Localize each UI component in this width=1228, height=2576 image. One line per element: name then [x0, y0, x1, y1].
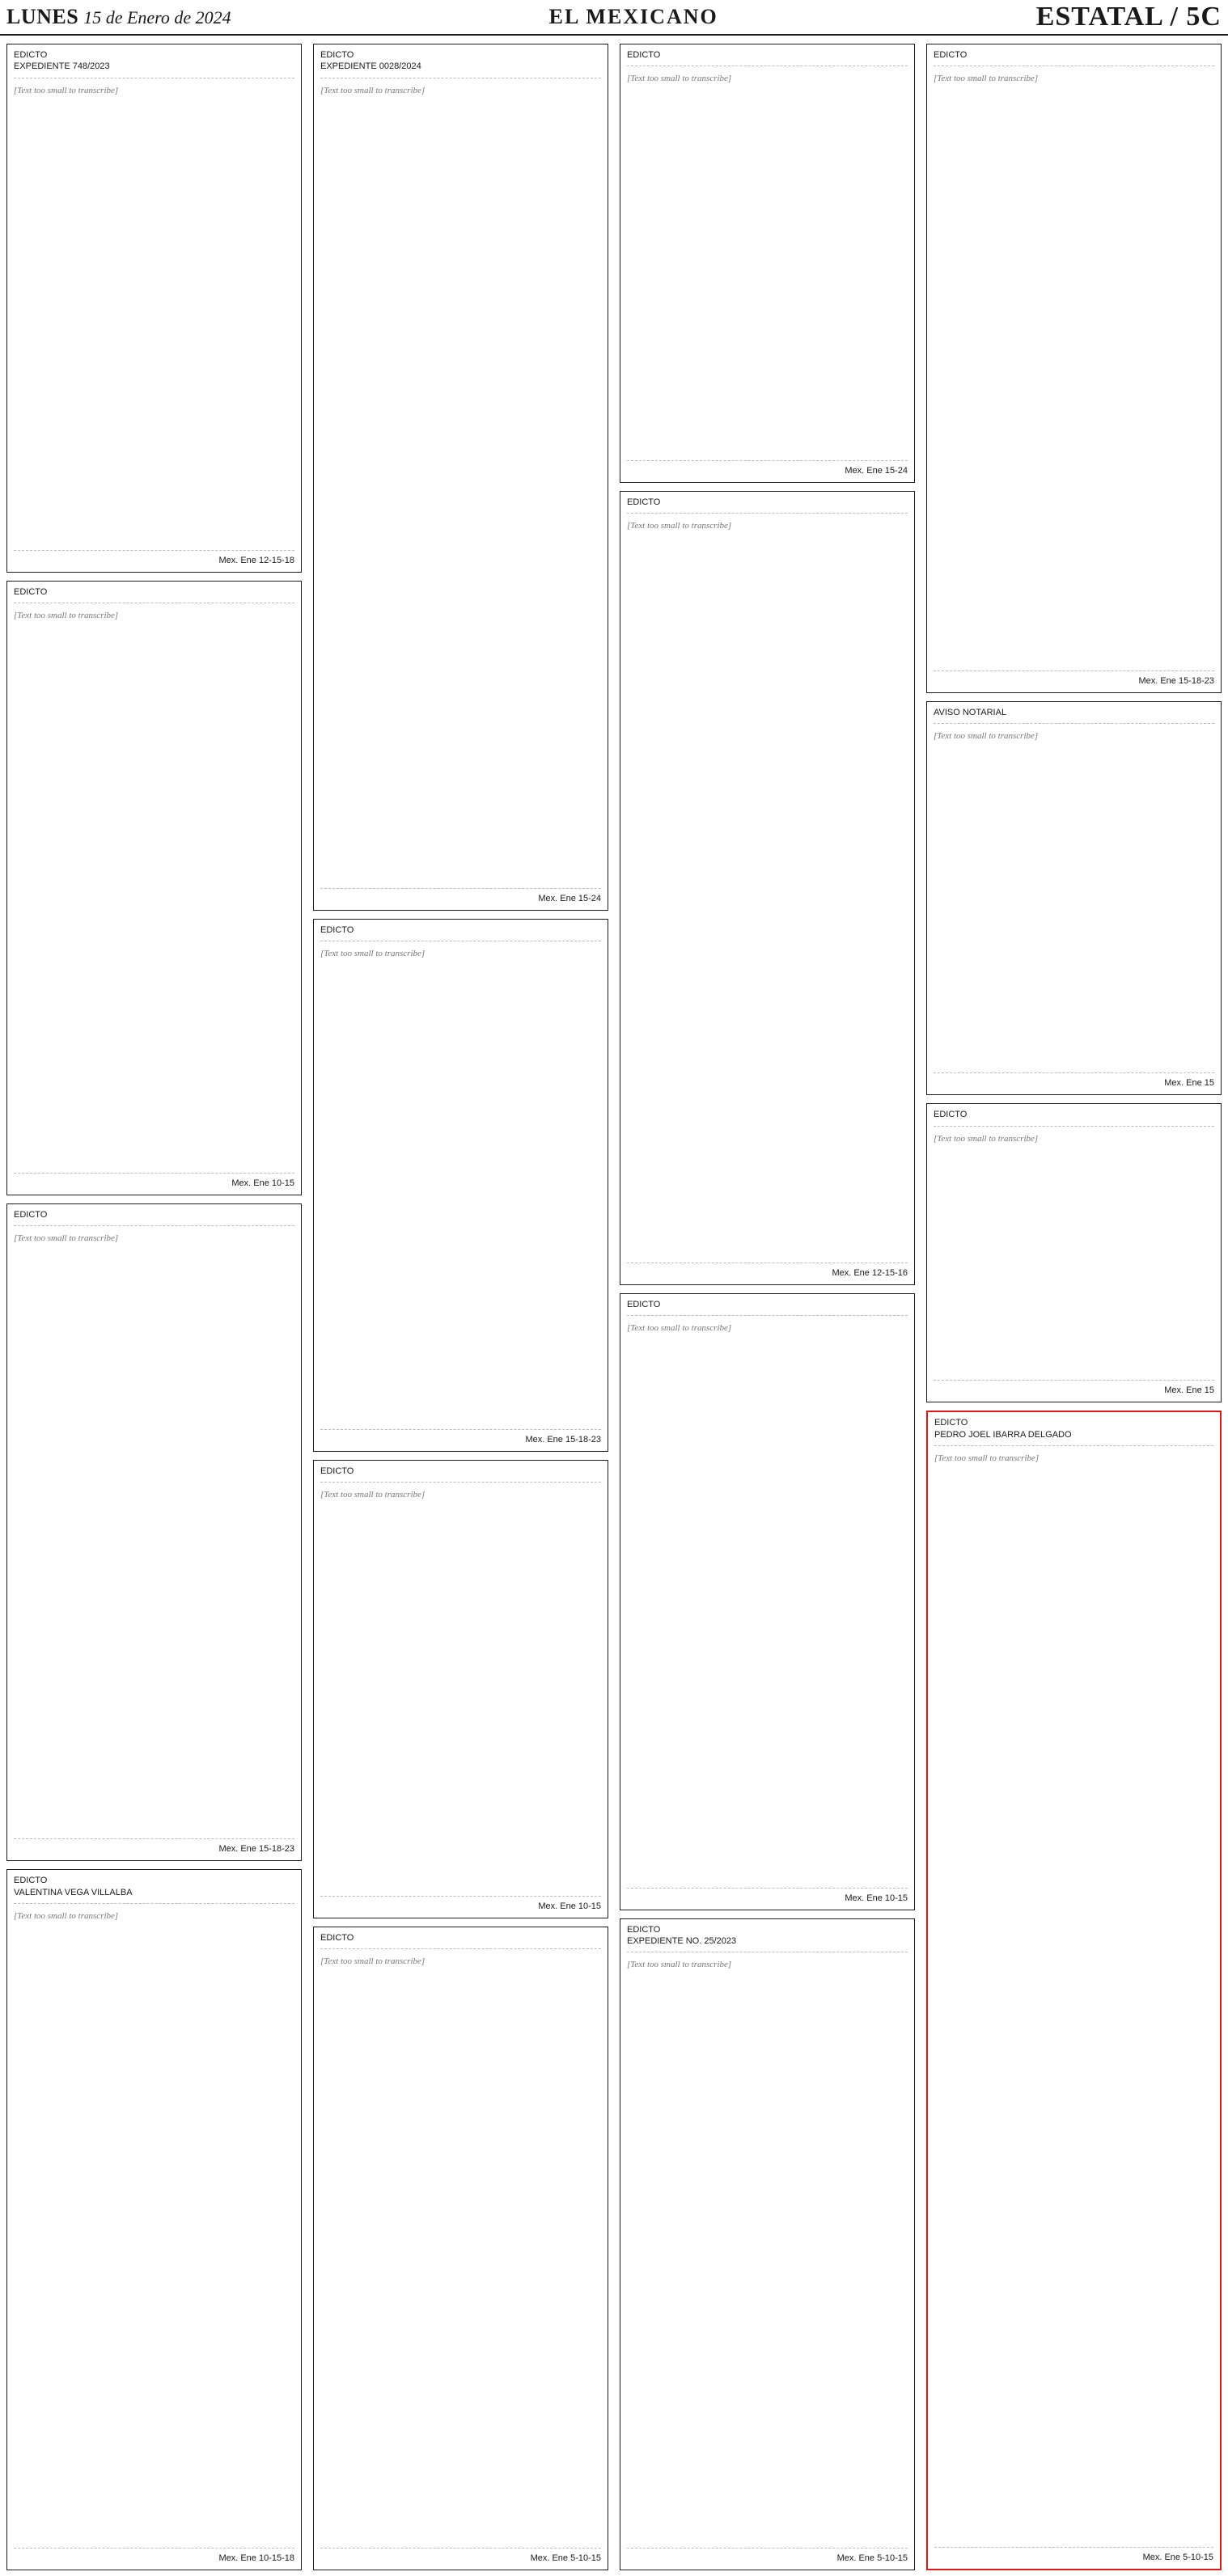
notice-heading: EDICTO	[320, 1932, 354, 1943]
notice-heading: EDICTO	[14, 1210, 48, 1220]
legal-notice	[313, 919, 608, 1452]
notice-publication-ref: Mex. Ene 15-24	[845, 465, 908, 476]
notice-body-placeholder: [Text too small to transcribe]	[320, 78, 601, 889]
notice-body-placeholder: [Text too small to transcribe]	[320, 941, 601, 1429]
notice-body-placeholder: [Text too small to transcribe]	[320, 1482, 601, 1897]
notice-body-placeholder: [Text too small to transcribe]	[627, 513, 908, 1263]
notice-heading: EDICTO EXPEDIENTE NO. 25/2023	[627, 1924, 737, 1946]
legal-notice	[620, 1918, 915, 2570]
notice-publication-ref: Mex. Ene 10-15	[231, 1178, 294, 1189]
notice-publication-ref: Mex. Ene 5-10-15	[836, 2553, 908, 2563]
notice-publication-ref: Mex. Ene 10-15	[845, 1893, 908, 1903]
notice-heading: EDICTO EXPEDIENTE 0028/2024	[320, 50, 421, 72]
notices-page	[6, 44, 1222, 2570]
notice-heading: EDICTO	[627, 1300, 661, 1310]
notice-publication-ref: Mex. Ene 15-18-23	[1138, 675, 1214, 686]
masthead-day: LUNES	[6, 5, 79, 28]
notice-body-placeholder: [Text too small to transcribe]	[934, 1445, 1213, 2548]
notice-body-placeholder: [Text too small to transcribe]	[14, 603, 294, 1174]
legal-notice	[926, 44, 1222, 693]
column-1	[6, 44, 302, 2570]
legal-notice	[6, 1869, 302, 2570]
notice-publication-ref: Mex. Ene 15	[1164, 1385, 1214, 1396]
notice-heading: EDICTO PEDRO JOEL IBARRA DELGADO	[934, 1418, 1072, 1440]
notice-heading: EDICTO EXPEDIENTE 748/2023	[14, 50, 110, 72]
notice-heading: EDICTO	[934, 1110, 968, 1120]
legal-notice	[6, 1203, 302, 1861]
notice-heading: EDICTO	[320, 924, 354, 935]
notice-body-placeholder: [Text too small to transcribe]	[14, 78, 294, 551]
legal-notice	[6, 44, 302, 573]
masthead	[0, 0, 1228, 36]
notice-publication-ref: Mex. Ene 15-24	[538, 893, 601, 903]
legal-notice	[926, 701, 1222, 1096]
notice-body-placeholder: [Text too small to transcribe]	[934, 723, 1214, 1074]
notice-publication-ref: Mex. Ene 10-15-18	[218, 2553, 294, 2563]
newspaper-name: EL MEXICANO	[548, 5, 718, 28]
legal-notice	[926, 1103, 1222, 1402]
notice-heading: EDICTO	[627, 50, 661, 60]
notice-body-placeholder: [Text too small to transcribe]	[320, 1948, 601, 2549]
notice-publication-ref: Mex. Ene 15-18-23	[218, 1844, 294, 1855]
notice-publication-ref: Mex. Ene 15-18-23	[525, 1434, 601, 1445]
notice-body-placeholder: [Text too small to transcribe]	[14, 1903, 294, 2549]
notice-body-placeholder: [Text too small to transcribe]	[627, 1315, 908, 1888]
notice-body-placeholder: [Text too small to transcribe]	[934, 1126, 1214, 1381]
column-4	[926, 44, 1222, 2570]
legal-notice	[620, 491, 915, 1285]
notice-heading: EDICTO	[14, 586, 48, 597]
legal-notice	[313, 1460, 608, 1918]
notice-heading: EDICTO	[320, 1466, 354, 1476]
legal-notice	[6, 581, 302, 1195]
notice-publication-ref: Mex. Ene 10-15	[538, 1901, 601, 1911]
masthead-date-text: 15 de Enero de 2024	[83, 7, 231, 27]
legal-notice	[313, 1927, 608, 2570]
legal-notice	[620, 1293, 915, 1910]
notice-publication-ref: Mex. Ene 5-10-15	[1142, 2553, 1213, 2562]
notice-body-placeholder: [Text too small to transcribe]	[934, 66, 1214, 670]
notice-publication-ref: Mex. Ene 12-15-18	[218, 555, 294, 565]
legal-notice	[926, 1411, 1222, 2570]
notice-body-placeholder: [Text too small to transcribe]	[627, 66, 908, 461]
legal-notice	[620, 44, 915, 483]
column-3	[620, 44, 915, 2570]
masthead-date	[6, 5, 231, 29]
column-2	[313, 44, 608, 2570]
legal-notice	[313, 44, 608, 911]
notice-heading: AVISO NOTARIAL	[934, 707, 1007, 717]
notice-heading: EDICTO	[934, 50, 968, 60]
notice-publication-ref: Mex. Ene 15	[1164, 1078, 1214, 1089]
notice-body-placeholder: [Text too small to transcribe]	[627, 1952, 908, 2549]
notice-body-placeholder: [Text too small to transcribe]	[14, 1225, 294, 1839]
notice-heading: EDICTO	[627, 497, 661, 507]
notice-publication-ref: Mex. Ene 5-10-15	[530, 2553, 601, 2563]
section-page-label: ESTATAL / 5C	[1035, 2, 1222, 32]
notice-heading: EDICTO VALENTINA VEGA VILLALBA	[14, 1876, 133, 1897]
notice-publication-ref: Mex. Ene 12-15-16	[832, 1268, 908, 1279]
